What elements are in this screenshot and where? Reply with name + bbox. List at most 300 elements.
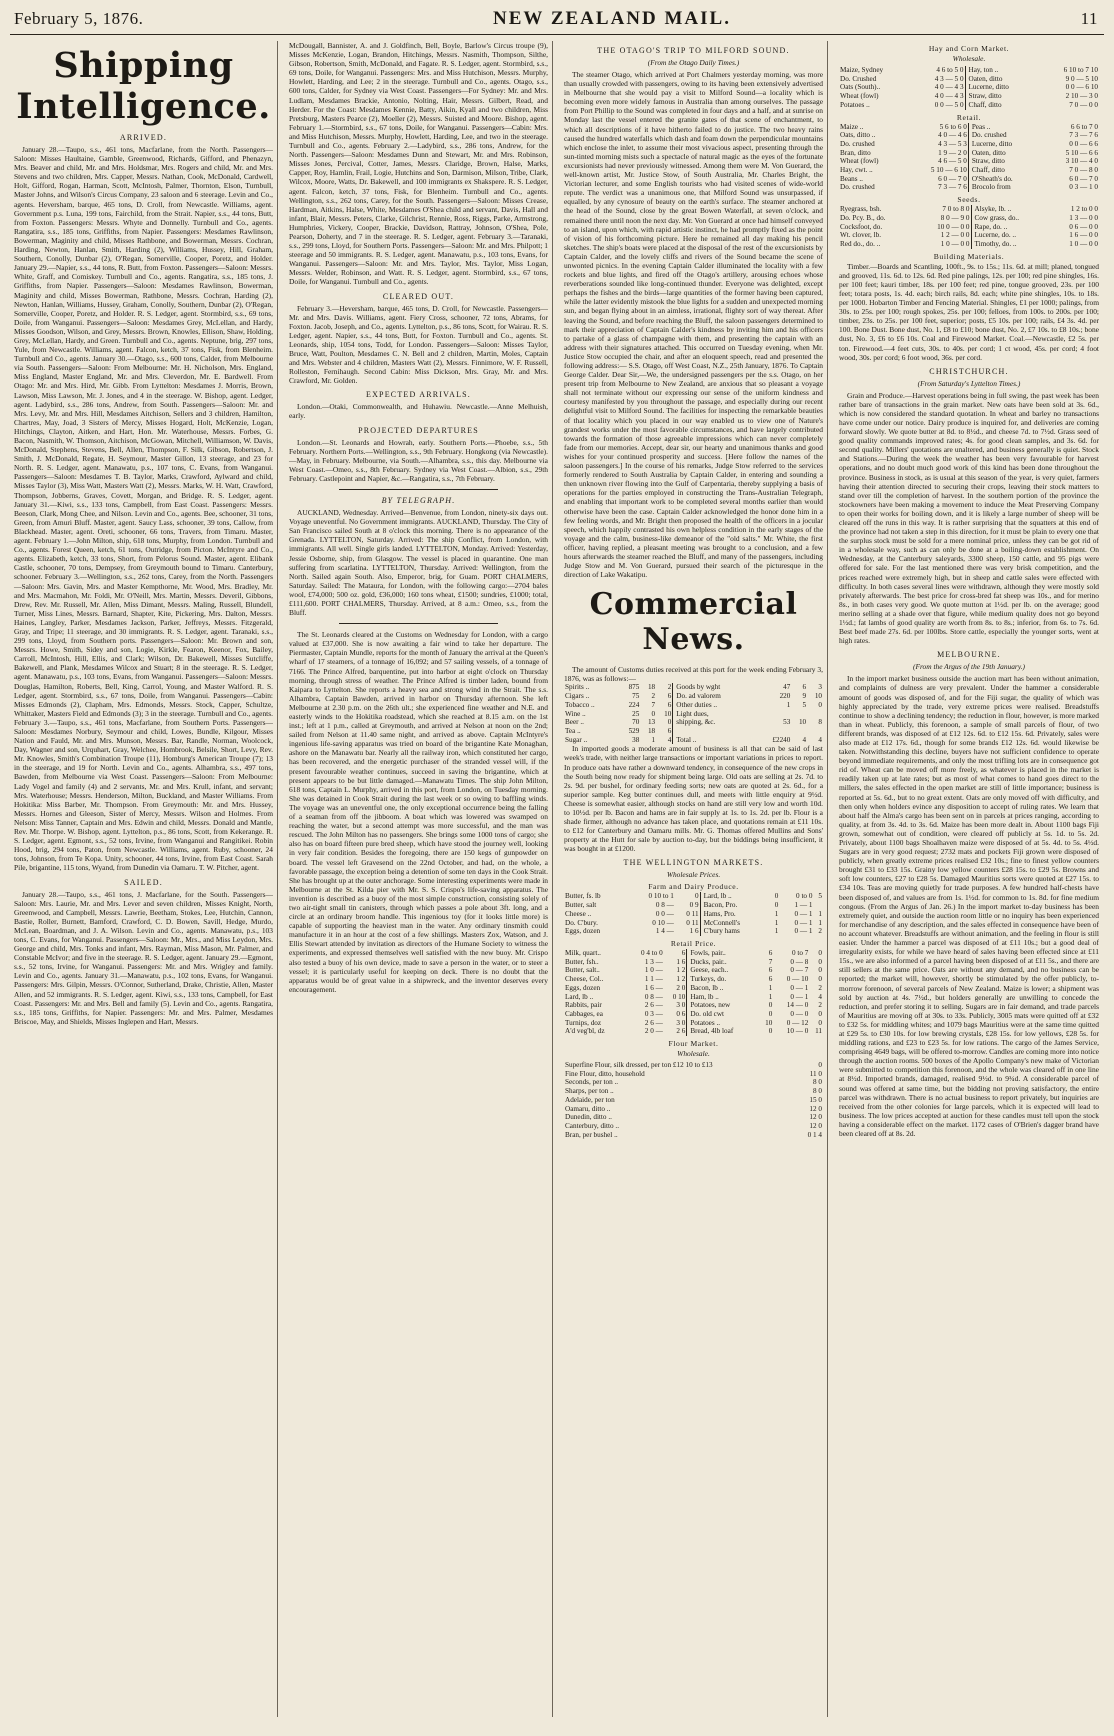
table-cell: 1 0 —: [644, 966, 663, 975]
issue-date: February 5, 1876.: [14, 9, 144, 28]
melbourne-heading: MELBOURNE.: [937, 650, 1001, 660]
table-cell: 4 0 — 4 3: [934, 83, 964, 92]
table-cell: Cigars ..: [565, 692, 590, 701]
hay-retail-label: Retail.: [956, 112, 982, 122]
table-row: [564, 1061, 823, 1070]
shipping-title: Shipping Intelligence.: [16, 45, 271, 127]
table-cell: Light dues,: [673, 710, 757, 719]
christchurch-heading: CHRISTCHURCH.: [929, 366, 1009, 376]
table-cell: 6: [768, 966, 773, 975]
table-cell: 0 — 8: [790, 957, 809, 966]
table-cell: Beans ..: [840, 174, 863, 183]
farm-table: [564, 892, 823, 936]
table-cell: Other duties ..: [673, 701, 757, 710]
table-row: [564, 736, 823, 745]
melbourne-source: (From the Argus of the 19th January.): [912, 662, 1025, 672]
table-cell: Ducks, pair..: [687, 958, 759, 967]
table-row: [564, 949, 823, 958]
table-cell: 0 — 7: [790, 966, 809, 975]
table-cell: 4 6 — 5 0: [938, 157, 967, 166]
table-cell: Total ..: [673, 736, 757, 745]
table-row: [839, 123, 1099, 132]
table-cell: Tobacco ..: [565, 700, 595, 709]
table-row: [564, 919, 823, 928]
table-cell: 0 9: [689, 901, 699, 910]
table-cell: Maize ..: [840, 122, 864, 131]
table-cell: Wt. clover, lb.: [840, 231, 882, 240]
table-row: [839, 175, 1099, 184]
table-cell: 0: [768, 1027, 773, 1036]
table-cell: 2: [818, 1001, 822, 1010]
christchurch-source: (From Saturday's Lyttelton Times.): [917, 378, 1021, 388]
table-cell: Do. C'bury.: [565, 918, 598, 927]
table-row: [564, 1010, 823, 1019]
table-cell: 2 6: [676, 1027, 686, 1036]
table-cell: 0 10: [672, 992, 686, 1001]
table-cell: [807, 727, 823, 736]
table-row: [564, 1096, 823, 1105]
table-cell: 1 6: [676, 957, 686, 966]
flour-heading: Flour Market.: [668, 1039, 719, 1049]
flour-table: [564, 1061, 823, 1139]
table-cell: Straw, ditto: [968, 157, 1042, 166]
table-cell: 12 0: [809, 1113, 822, 1122]
table-cell: 6 0 — 7 0: [1069, 174, 1098, 183]
hay-retail-table: [839, 123, 1099, 193]
table-cell: 1: [774, 909, 779, 918]
table-cell: Oamaru, ditto ..: [565, 1104, 611, 1113]
table-cell: [673, 727, 757, 736]
table-cell: Hay, cwt. ..: [840, 166, 873, 175]
table-cell: Lucerne, do. ..: [971, 231, 1050, 240]
table-cell: Wheat (fowl): [840, 92, 879, 101]
table-cell: Eggs, dozen: [565, 927, 601, 936]
table-cell: Bran, ditto: [840, 148, 871, 157]
table-cell: Eggs, dozen: [565, 983, 601, 992]
table-cell: Turkeys, do.: [687, 975, 759, 984]
table-cell: 7 0 — 8 0: [1069, 166, 1098, 175]
table-cell: Canterbury, ditto ..: [565, 1121, 620, 1130]
table-cell: Butter, salt: [565, 901, 597, 910]
column-3: [560, 41, 828, 1717]
table-cell: Chaff, ditto: [968, 166, 1042, 175]
milford-heading: THE OTAGO'S TRIP TO MILFORD SOUND.: [597, 46, 790, 55]
table-cell: 2: [818, 983, 822, 992]
table-cell: 1: [786, 700, 791, 709]
table-cell: Sharps, per ton ..: [565, 1087, 614, 1096]
table-cell: C'bury hams: [700, 927, 770, 936]
table-cell: Potatoes ..: [687, 1019, 759, 1028]
table-row: [564, 1105, 823, 1114]
sailed-text: January 28.—Taupo, s.s., 461 tons, J. Macfarlane, for the South. Passengers—Saloon: Mrs. Laurie, Mr. and Mrs. Lever and seven children, Misses Knight, North, Greenwood, and Campbell, Messrs. Lawrie, Beetham, Stokes, Lee, Hutchin, Cannon, Bastie, Roller, Burnett, Bamford, Crawford, C. D. Bowen, Savill, Hedge, Murdo, McLean, Boardman, and J. A. Wilson. Levin and Co., agents. Manawatu, p.s., 103 tons, C. Evans, for Wanganui. Passengers—Saloon: Mr., Mrs., and Miss Leydon, Mrs. George and child, Mrs. Tonks and infant, Mrs. Rayman, Miss Mason, Mr. Palmer, and Constable McIvor; and five in the steerage. R. S. Ledger, agent. January 29.—Egmont, s.s., 52 tons, Irvine, for Wanganui. Passengers: Mr. and Mrs. Wrigley and family. Levin and Co., agents. January 31.—Manawatu, p.s., 102 tons, Evans, for Wanganui. Passengers: Mrs. Gilpin, Messrs. O'Connor, Sutherland, Drake, Christie, Allen, Master Allen, and 52 immigrants. R. S. Ledger, agent. Kiwi, s.s., 133 tons, Campbell, for East Coast. Passengers: Mr. and Mrs. Bell and family (5). Levin and Co., agents. Rangatira, s.s., 185 tons, Griffiths, for Napier. Passengers: Mr. and Mrs. Palmer, Mesdames Briscoe, May, and Shields, Misses Inglepen and Hart, Messrs.: [14, 889, 273, 1026]
table-cell: 0: [818, 957, 822, 966]
table-cell: Do. ad valorem: [673, 692, 757, 701]
table-cell: 25: [632, 709, 640, 718]
page-header: [10, 6, 1104, 35]
table-cell: 0 — 0: [790, 1009, 809, 1018]
table-cell: Chaff, ditto: [965, 101, 1039, 110]
table-cell: 0: [818, 1009, 822, 1018]
columns: [10, 41, 1104, 1717]
table-cell: 6: [768, 949, 773, 957]
hay-heading: Hay and Corn Market.: [928, 44, 1010, 53]
table-cell: Maize, Sydney: [840, 66, 884, 74]
table-row: [564, 1113, 823, 1122]
table-cell: Lucerne, ditto: [968, 140, 1042, 149]
seeds-label: Seeds.: [957, 195, 981, 205]
table-row: [839, 223, 1099, 232]
table-cell: 15 0: [809, 1095, 822, 1104]
table-cell: Fowls, pair..: [687, 949, 759, 958]
table-cell: Straw, ditto: [965, 92, 1039, 101]
table-cell: 4 3 — 5 3: [938, 139, 967, 148]
table-cell: 14 — 0: [786, 1001, 809, 1010]
table-cell: 4 6 to 5 0: [936, 66, 964, 74]
table-cell: 3 10 — 4 0: [1065, 157, 1098, 166]
table-cell: 4 0 — 4 3: [934, 92, 964, 101]
table-cell: Do. Crushed: [840, 74, 877, 83]
table-cell: 12 0: [809, 1104, 822, 1113]
table-cell: Do. Pcy. B., do.: [840, 213, 886, 222]
table-cell: O'Sheath's do.: [968, 175, 1042, 184]
table-cell: 0 — 1: [790, 983, 809, 992]
building-text: Timber.—Boards and Scantling, 100ft., 9s. to 15s.; 11s. 6d. at mill; planed, tongued and grooved, 11s. 6d. to 12s. 6d. Red pine palings, 12s. per 100; red pine shingles, 16s. per 100 feet; kauri timber, 18s. per 100 feet; red pine, tongue grooved, 23s. per 100 feet; totara posts, 1s. 4d. each; birch rails, 8d. each; white pine shingles, 10s. to 18s. per 1000. Hobarton Timber and Fencing Material. Shingles, £1 per 1000; palings, from 30s. to 25s. per 100; rough spokes, 25s. per 100; felloes, from 100s. to 200s. per 100; timber, 23s. to 25s. per 100 feet, superior; posts, £5 10s. per 100; rails, £4 3s. 4d. per 100. Bone Dust. Bone dust, No. 1, £8 to £10; bone dust, No. 2, £7 10s. to £8 10s.; bone dust, No. 3, £6 to £6 10s. Coal and Firewood Market. Coal.—Newcastle, £2 5s. per ton. Firewood.—4 feet cuts, 30s. to 40s. per cord; 1 ct wood, 45s. per cord; 4 foot wood, 30s. per cord; 6 foot wood, 36s. per cord.: [839, 261, 1099, 362]
masthead: NEW ZEALAND MAIL.: [493, 8, 731, 29]
table-cell: 0 — 1: [794, 909, 813, 918]
table-cell: 1: [774, 927, 779, 936]
table-row: [839, 101, 1099, 110]
telegraph-heading: BY TELEGRAPH.: [381, 496, 456, 506]
cleared-text: February 3.—Heversham, barque, 465 tons, D. Croll, for Newcastle. Passengers—Mr. and Mrs. Davis. Williams, agent. Fiery Cross, schooner, 72 tons, Abrams, for Foxton. Jacob, Joseph, and Co., agents. Lyttelton, p.s., 86 tons, Scott, for Wairau. R. S. Ledger, agent. Napier, s.s., 44 tons, Butt, for Foxton. Turnbull and Co., agents. St. Leonards, ship, 1054 tons, Todd, for London. Passengers—Saloon: Misses Taylor, Bruce, Watt, Poulton, Mesdames C. N. Bell and 2 children, Martin, Moles, Captain and Mrs. Webster and 4 children, Masters Watt (2), Messrs. Finnimore, W. F. Russell, Rolleston, Fernihaugh. Second Cabin: Miss Dickson, Mrs. Gray, Mr. and Mrs. Crawford, Mr. Golden.: [289, 303, 548, 386]
table-row: [839, 140, 1099, 149]
table-cell: 8: [818, 718, 822, 727]
table-row: [564, 993, 823, 1002]
table-cell: 2 0 —: [644, 1027, 663, 1036]
table-cell: Do. crushed: [840, 139, 875, 148]
customs-table: [564, 683, 823, 744]
table-cell: 0 — 10: [786, 975, 809, 984]
page-number: 11: [1080, 9, 1098, 28]
table-cell: Potatoes, new: [687, 1001, 759, 1010]
table-cell: 0: [818, 700, 822, 709]
table-cell: A'd veg'bl, dz: [565, 1027, 605, 1036]
table-cell: 0 3 — 1 0: [1069, 183, 1098, 192]
table-cell: Bran, per bushel ..: [565, 1130, 618, 1139]
table-cell: Cocksfoot, do.: [840, 222, 883, 231]
table-cell: 1 2: [676, 966, 686, 975]
wellington-heading: THE WELLINGTON MARKETS.: [623, 858, 764, 868]
table-cell: 1 0 — 0 0: [1069, 239, 1098, 248]
projected-heading: PROJECTED DEPARTURES: [358, 425, 479, 435]
table-row: [564, 910, 823, 919]
table-cell: 0: [694, 892, 699, 901]
table-cell: 4 3 — 5 0: [934, 74, 964, 83]
table-row: [564, 958, 823, 967]
table-cell: 7 3 — 7 6: [938, 183, 967, 192]
table-cell: Do. crushed: [840, 183, 875, 192]
table-cell: 3: [818, 683, 822, 692]
table-cell: 47: [783, 683, 791, 692]
table-cell: 2: [651, 692, 656, 701]
table-cell: 6: [667, 692, 672, 701]
table-cell: £2240: [772, 735, 791, 744]
table-cell: Timothy, do. ..: [971, 240, 1050, 249]
table-cell: Hay, ton ..: [965, 66, 1039, 75]
table-cell: 0 3 —: [644, 1009, 663, 1018]
table-row: [839, 183, 1099, 192]
table-cell: 4: [667, 735, 672, 744]
table-cell: Cheese ..: [565, 909, 592, 918]
table-row: [564, 710, 823, 719]
column-4: [835, 41, 1103, 1717]
table-row: [564, 892, 823, 901]
hay-table: [839, 66, 1099, 110]
table-cell: 10 0 — 0 0: [937, 222, 970, 231]
table-cell: Alsyke, lb. ..: [971, 205, 1050, 214]
table-cell: 1 6 —: [644, 983, 663, 992]
table-cell: Butter, salt..: [565, 966, 600, 975]
table-cell: 1 2: [676, 975, 686, 984]
table-cell: 0 1 4: [807, 1130, 822, 1139]
table-cell: 3 0: [676, 1001, 686, 1010]
table-cell: 4: [802, 735, 807, 744]
table-cell: 0: [818, 1061, 822, 1070]
table-cell: 70: [632, 718, 640, 727]
seeds-table: [839, 205, 1099, 249]
table-cell: McConnell's: [700, 919, 770, 928]
table-cell: Beer ..: [565, 718, 584, 727]
table-cell: Oaten, ditto: [965, 75, 1039, 84]
table-row: [839, 214, 1099, 223]
table-cell: 0: [774, 901, 779, 910]
table-cell: Lard, lb ..: [565, 992, 594, 1001]
table-cell: Superfine Flour, silk dressed, per ton £12 10 to £13: [565, 1061, 713, 1070]
table-cell: 1 3 —: [644, 957, 663, 966]
table-cell: 1: [774, 918, 779, 927]
table-cell: 1 6 — 0 0: [1069, 231, 1098, 240]
table-cell: 7 0 — 0 0: [1069, 100, 1098, 109]
table-row: [564, 683, 823, 692]
column-1: [10, 41, 278, 1717]
table-row: [564, 927, 823, 936]
table-cell: 0 8 —: [644, 992, 663, 1001]
table-cell: 75: [632, 692, 640, 701]
table-cell: Rabbits, pair: [565, 1001, 602, 1010]
wellington-sub: Wholesale Prices.: [666, 870, 721, 880]
flour-sub: Wholesale.: [677, 1049, 710, 1059]
table-row: [564, 1087, 823, 1096]
table-row: [839, 92, 1099, 101]
table-cell: Bacon, Pro.: [700, 901, 770, 910]
table-cell: [757, 727, 791, 736]
table-cell: 7 0 to 8 0: [942, 205, 970, 214]
table-cell: 10: [765, 1018, 773, 1027]
table-cell: 0: [818, 1018, 822, 1027]
table-cell: 12 0: [809, 1121, 822, 1130]
table-cell: 1 2 to 0 0: [1070, 205, 1098, 214]
melbourne-text: In the import market business outside the auction mart has been without animation, and complaints of dulness are very prevalent. Under the hammer a considerable amount of goods was disposed of, and for the Fiji sugar, the quality of which was highly appreciated by the trade, very extreme prices were realised. Breadstuffs continue to show a declining tendency; the reduction in flour, however, is more marked than in wheat. Publicly, this forenoon, a sample of small parcels of flour, of two different brands, was disposed of at £12 12s. 6d. to £12 15s. 6d. Privately, sales were also made at £12 17s. 6d., though for some brands £12 12s. 6d. would likewise be taken. Notwithstanding this decline, buyers have not sufficient confidence to operate beyond immediate requirements, and only the most trifling lots are in consequence got rid of. Wheat can be moved off more freely, as whatever is placed in the market is readily taken up at late rates; but as most of what comes to hand goes direct to the millers, the sales effected in the open market are still of little importance; business is reported at 5s. 6d., but to no great extent. Oats are only moved off with difficulty, and then only when holders evince any disposition to accept of ruling rates. We learn that about half the Alma's cargo has been sent on in parcels at prices ranging, according to quality, at from 3s. 4d. to 3s. 6d. Maize has been more dealt in. About 1100 bags Fiji grown, somewhat out of condition, were cleared off publicly at 5s. 1d. to 5s. 2d. Privately, about 1100 bags Shoalhaven maize were disposed of at 5s. 4d. to 5s. 4½d. Sugars are in very good request; 2732 mats and pockets Fiji grown were disposed of publicly, when greatly extreme prices realised £32 10s.; fine to finest yellow counters brought £31 to £33 15s. Grainy low yellow counters £28 15s. to £29 5s. Browns and soft low counters, £27 to £28 5s. Damaged Mauritius sorts were quoted at £27 15s. to £34 10s. Teas are moving quietly for trade purposes. A few hundred half-chests have been disposed of, and values are from 1s. 1½d. for common to 1s. 8d. for fine medium congous. (From the Argus of Jan. 26.) In the import market to-day business has been extremely quiet, and outside the auction room little or no inquiry has been experienced for merchandise of any description, and the sales effected in consequence have been of no account whatever. Breadstuffs are without animation, and the feeling in flour is still easier. Under the hammer a parcel was disposed of at £11 10s.; but a good deal of irregularity exists, for while we have heard of sales having been effected since at £11 15s., we are also informed of a parcel having been disposed of at £11 5s., and there are still sellers at the same price. Oats are without any demand, and no business can be reported; the market will, however, shortly be stimulated by the offer publicly, to-morrow forenoon, of several parcels of New Zealand. Maize is lower; a shipment was sold by auction at 4s. 7½d., but holders generally are unwilling to concede the reduction, and prefer storing it to selling. Sugars are in fair demand, and trade parcels of Mauritius are moving off at 30s. to 33s. Publicly, 3005 mats were quitted off at £32 to £32 5s. for middling whites; and 1079 bags Mauritius were at the same time quitted at £29 5s. to £30 10s. for low brewing crystals, £28 15s. for low yellows, £28 5s. for middling rations, and £23 to £23 5s. for low rations. The cargo of the James Service, comprising 4649 bags, will be offered to-morrow. Candles are coming more into notice through the auction rooms. 500 boxes of the Apollo Company's new make of Victorian were submitted to competition this forenoon, and the whole was cleared off in one line at 8½d. Imported brands, damaged, realised 9½d. to 9¾d. A considerable parcel of sound was offered at same time, but the bidding not proving satisfactory, the entire parcel was withdrawn. There is no actual business to report privately, but inquiries are received from the other colonies for large parcels, which it is expected will lead to business. The low prices accepted at auction for these candles must tell upon the stock having a considerable effect on the market. 1172 cases of O'Brien's dagger brand have been cleared off at 8s. 2d.: [839, 674, 1099, 1138]
table-cell: Goods by wght: [673, 683, 757, 692]
table-cell: 6 0 — 7 0: [938, 174, 967, 183]
table-cell: Wine ..: [565, 709, 586, 718]
table-cell: 7: [651, 700, 656, 709]
table-row: [564, 1001, 823, 1010]
table-cell: Milk, quart..: [565, 949, 601, 957]
table-cell: 1: [768, 992, 773, 1001]
table-cell: 4: [818, 735, 822, 744]
arrived-text: January 28.—Taupo, s.s., 461 tons, Macfarlane, from the North. Passengers—Saloon: Misses Haultaine, Gamble, Greenwood, Richards, Gifford, and Phenazyn, Mrs. Beaver and child, Mr. and Mrs. Holdsmar, Mrs. Rogers and child, Mr. and Mrs. Stevens and two children, Mrs. Capper, Messrs. Nathan, Cook, McDonald, Cardwell, Holt, Gifford, Rogan, Harman, Scott, McIntosh, Palmer, Thornton, Elson, Turnbull, Master Johns, and Wilson's Circus Company, 23 saloon and 6 steerage. Levin and Co., agents. Heversham, barque, 465 tons, D. Croll, from Newcastle. Williams, agent. Government p.s. Luna, 199 tons, Fairchild, from the Strait. Napier, s.s., 44 tons, Butt, from Foxton. Passengers: Messrs. Whyte and Donnelly. Turnbull and Co., agents. Rangatira, s.s., 185 tons, Griffiths, from Napier. Passengers: Mesdames Rawlinson, Bowerman, Maginity and child, Misses Rathbone, and Bowerman, Messrs. Cochran, Harding, Newton, Hanlan, Smith, Harding (2), Williams, Hussey, Hill, Graham, Southern, Conolly, Dunbar (2), O'Regan, Somerville, Cooper, Poretz, and Holder. January 29.—Napier, s.s., 44 tons, R. Butt, from Foxton. Passengers—Saloon: Messrs. White, Graff, and Comiskey. Turnbull and Co., agents. Rangatira, s.s., 185 tons, J. Griffiths, from Napier. Passengers—Saloon: Mesdames Rawlinson, Bowerman, Maginity and child, Misses Bowerman, Rathbone, Messrs. Cochran, Harding (2), Newton, Hanlan, Williams, Hussey, Graham, Conolly, Southern, Dunbar (2), O'Regan, Somerville, Cooper, Poretz, and Holder. R. S. Ledger, agent. Stormbird, s.s., 69 tons, Doile, from Wanganui. Passengers—Saloon: Mesdames Grey, McLellan, and Hardy, Misses Goodson, Wilson, and Grey, Messrs. Brown, Knowles, Ellison, Shaw, Holding, Grey, McLellan, Hardy, and Green. Turnbull and Co., agents. Neptune, brig, 297 tons, Yule, from Newcastle. Williams, agent. Falcon, ketch, 37 tons, Fisk, from Blenheim. Turnbull and Co., agents. January 30.—Otago, s.s., 600 tons, Calder, from Melbourne via South. Passengers—Saloon: From Melbourne: Mr. H. Nicholson, Mrs. England, Miss England, Master England, Mr. and Mrs. Cleverdon, Mr. E. Bardwell. From Otago: Mr. and Mrs. Hird, Mr. Gibb. From Lyttelton: Mesdames J. Morris, Brown, Lawson, Miss Lawson, Mr. J. Jones, and 4 in the steerage. W. Bishop, agent. Ledger, agent. Ladybird, s.s., 286 tons, Andrew, from South. Passengers—Saloon: Mr. and Mrs. Levy, Mr. and Mrs. Hill, Mesdames Aitchison, Sellers and 3 children, Hamilton, Chartres, May, Joad, 3 Sisters of Mercy, Misses Hogard, Holt, McKenzie, Logan, Hitchings, Clayton, Aitken, and Hart, Hon. Mr. Waterhouse, Messrs. Forbes, G. Bacon, Nasmith, W. Thomson, Aitchison, McGowan, Mitchell, Williamson, W. Davis, McDonald, Stephens, Stevens, Bell, Allen, Thompson, F. Silk, Gibson, Robertson, J. Smith, J. McDonald, Regate, H. Seymour, Master Gillon, 13 steerage, and 23 for North. R. S. Ledger, agent. Manawatu, p.s., 107 tons, C. Evans, from Wanganui. Passengers—Saloon: Mesdames T. B. Taylor, Marks, Crawford, Aylward and child, Misses Taylor (3), Miss Watt, Masters Watt (2), Messrs. Marks, W. H. Watt, Crawford, Thompson, Jobberns, Graves, Covett, Morgan, and Bridge. R. S. Ledger, agent. January 31.—Kiwi, s.s., 133 tons, Campbell, from East Coast. Passengers: Messrs. Beeson, Clark, Mong Chee, and Nilson. Levin and Co., agents. Bee, schooner, 31 tons, Green, from Amuri Bluff. Master, agent. Saucy Lass, schooner, 39 tons, Callow, from Blackhead. Master, agent. Oreti, schooner, 66 tons, Travers, from Timaru. Master, agent. February 1.—John Milton, ship, 618 tons, Murphy, from London. Turnbull and Co., agents. Forest Queen, ketch, 61 tons, Outridge, from Picton. McIntyre and Co., agents. Elizabeth, ketch, 33 tons, Short, from Pelorus Sound. Master, agent. Elibank Castle, schooner, 70 tons, Dempsey, from Greymouth bound to Timaru. Canterbury, schooner. February 3.—Wellington, s.s., 262 tons, Carey, from the North. Passengers—Saloon: Mrs. Gavin, Mrs. and Master Kempthorne, Mr. Wood, Mrs. Bradley, Mr. and Mrs. Macmahon, Mr. Foldi, Mr. O'Neill, Mrs. Martin, Messrs. Deveril, Gibbons, Drew, Rev. Mr. Russell, Mr. Allen, Miss Dimant, Messrs. Maling, Russell, Blundell, Turner, Miss Lines, Messrs. Barnard, Shapter, Kite, Pickering, Mrs. Dalton, Messrs. Haines, Langley, Parker, Mesdames Jackson, Parker, Jeffreys, Messrs. Fitzgerald, Gray, and Tripe; 11 steerage, and 30 immigrants. R. S. Ledger, agent. Taranaki, s.s., 299 tons, Lloyd, from Southern ports. Passengers—Saloon: Mr. Brown and son, Messrs. Howe, Smith, Sidey and son, Logie, Kirkle, Fearon, Keenor, Fox, Bailey, Carroll, McIntosh, Hill, Ellis, and Clark; Wilson, Dr. Bakewell, Misses Sutcliffe, Bakewell, and Plank, Mesdames Wilcox and Stuart; 8 in the steerage. R. S. Ledger, agent. Manawatu, p.s., 103 tons, Evans, from Wanganui. Passengers—Saloon: Messrs. Douglas, Hamilton, Roberts, Bell, King, Carrol, Young, and Master Walford. R. S. Ledger, agent. Stormbird, s.s., 67 tons, Doile, from Wanganui. Passengers—Cabin: Misses Edmonds (2), Clapham, Mrs. Edmonds, Messrs. Stock, Capper, Schultze, Whittaker, Masters Field and Edmonds (3); 3 in the steerage. Turnbull and Co., agents. February 3.—Taupo, s.s., 461 tons, Macfarlane, from Southern Ports. Passengers—Saloon: Mesdames Norbury, Seymour and child, Lowes, Bundle, Kilgour, Misses Nation and Fauld, Mr. and Mrs. Munson, Messrs. Bar, Randle, Norman, Woolcock, Day, Wagner and son, Urquhart, Gray, Welchee, Hombrook, Belsile, Short, Levy, Rev. Mr. Knowles, Smith's Combination Troupe (11), Homburg's American Troupe (7); 13 in the steerage, and 19 for North. Levin and Co., agents. Alhambra, s.s., 497 tons, Bawden, from Melbourne via West Coast. Passengers—Saloon: From Melbourne: Lady Vogel and family (4) and 2 servants, Mr. and Mrs. Krull, infant, and servant; Mrs. Waterhouse; Messrs. Henderson, Milton, Buckland, and Master Williams. From Hokitika: Miss Barber, Mr. Thompson. From Greymouth: Mr. and Mrs. Hussey, Messrs. Hornes and Gleeson, Sister of Mercy, Messrs. Wilson and Holmes. From Nelson: Miss Tanner, Captain and Mrs. Edwin and child, Messrs. Donald and Mantle, Rev. Mr. Thorpe. W. Bishop, agent. Lyttelton, p.s., 86 tons, Scott, from Kekerange. R. S. Ledger, agent. Egmont, s.s., 52 tons, Irvine, from Wanganui and Rangitikei. Robin Hood, brig, 294 tons, Paton, from Newcastle. Williams, agent. Ruby, schooner, 24 tons, Johnson, from Te Kopa. Unity, schooner, 44 tons, Irvine, from East Coast. Sarah Pile, brigantine, 115 tons, Wyand, from Dunedin via Oamaru. T. W. Pitcher, agent.: [14, 145, 273, 873]
table-cell: 2: [667, 683, 672, 692]
table-row: [564, 701, 823, 710]
table-row: [839, 157, 1099, 166]
table-cell: Oaten, ditto: [968, 149, 1042, 158]
table-cell: 0 to 7: [791, 949, 809, 957]
table-cell: 4: [818, 992, 822, 1001]
shipping-news-text: The St. Leonards cleared at the Customs on Wednesday for London, with a cargo valued at £37,000. She is now awaiting a fair wind to take her departure. The Piermaster, Captain Mundle, reports for the month of January the arrival at the Queen's wharf of 17 steamers, of a tonnage of 16,092; and 57 sailing vessels, of a tonnage of 7166. The Prince Alfred, barquentine, put into harbor at eight o'clock on Thursday morning, through stress of weather. The Prince Alfred is timber laden, bound from Kaipara to Lyttelton. She reports a heavy sea and strong wind in the Strait. The s.s. Alhambra, Captain Bawden, arrived in harbor on Thursday afternoon. She left Melbourne at 2.30 p.m. on the 26th ult.; she experienced fine weather and N.E. and easterly winds to the Hokitika roadstead, which she reached at 8.15 a.m. on the 1st inst.; left at 1 p.m., called at Greymouth, and arrived at Nelson at noon on the 2nd; sailed from Nelson at 11.40 same night, and arrived as above. Captain McIntyre's ingenious life-saving apparatus was tried on board of the brigantine Kate Monaghan, ashore on the Manawatu bar. Nearly all the railway iron, which constituted her cargo, has been recovered, and the energetic purchaser of the stranded vessel will, if the present favourable weather continues, succeed in saving the brigantine, which at present appears to be but little damaged.—Manawatu Times. The ship John Milton, 618 tons, Captain L. Murphy, arrived in this port, from London, on Tuesday morning. She was detained in Cook Strait during the last week or so owing to baffling winds. The voyage was an uneventful one, the only exceptional occurrence being the falling of a seaman from off the jibboom. A boat which was lowered was swamped on reaching the water, but a second attempt was more successful, and the man was rescued. The John Milton has no passengers. She brings some 1000 tons of cargo; she also has on board fifteen pure bred sheep, which have stood the journey well, looking in very fair condition. Besides the foregoing, there are 150 kegs of gunpowder on board. The vessel left Gravesend on the 22nd October, and had, on the whole, a favorable passage, the exception being a detention of some ten days in the Cook Strait. She has brought up at the outer anchorage. Some interesting experiments were made in Melbourne at the St. Kilda pier with Mr. S. S. Crispo's life-saving apparatus. The invention is described as a buoy of the most simple construction, consisting solely of two air-tight small tin canisters, through which passes a pole about 3ft. long, and a circle at an ordinary broom handle. This ingenious toy (for it looks little more) is capable of supporting the heaviest man in the water. Any ordinary tinsmith could manufacture it in an hour at the cost of a few shillings. Masters Zox, Watson, and J. Ellis Stewart attended by invitation as directors of the Humane Society to witness the experiments, and expressed themselves well satisfied with the new buoy. Mr. Crispo also tested a buoy of his own device, made to save a person in the water, or to steer a vessel; it is particularly useful for keeping on deck. There is no doubt that the apparatus would be of great value in a shipwreck, and the inventor deserves every encouragement.: [289, 630, 549, 994]
table-cell: 6 10 to 7 10: [1063, 66, 1098, 74]
table-cell: 6 6 to 7 0: [1070, 122, 1098, 131]
table-cell: 0: [774, 892, 779, 901]
table-cell: [807, 710, 823, 719]
table-cell: Brocolo from: [968, 183, 1042, 192]
table-cell: Adelaide, per ton: [565, 1095, 615, 1104]
retail-heading: Retail Price.: [670, 939, 717, 948]
table-cell: Wheat (fowl): [840, 157, 879, 166]
table-cell: 4 0 — 4 6: [938, 131, 967, 140]
table-cell: 1 2 — 0 0: [940, 231, 970, 240]
milford-text: The steamer Otago, which arrived at Port Chalmers yesterday morning, was more than usually crowded with passengers, owing to its having been extensively advertised in Melbourne that she would pay a visit to Milford Sound—a locality which is becoming even more widely famous in Australia than among ourselves. The passage from Port Phillip to the Sound was completed in four days and a half, and at sunrise on Monday last the vessel entered the granite gates of that scene of enchantment, to which all descriptions of it have hitherto failed to do justice. The two heavy rains caused the hundred waterfalls which dash and foam down the perpendicular mountains which enclose the inlet, to assume their most vivacious aspect, presenting through the sun-tinted morning mists such a spectacle of natural magic as the eyes of the fortunate excursionists had never previously witnessed. Among them were M. Von Guerard, the well-known artist, Mr. Justice Stow, of South Australia, Mr. Charles Bright, the Victorian lecturer, and some English tourists who had visited scenes of wide-world repute. The verdict was a unanimous one, that Milford Sound was unsurpassed, if equalled, by any cynosure of beauty on the earth's surface. The steamer anchored at the head of the Sound, close by the great Bowen Waterfall, at seven o'clock, and remained there until noon the next day. Mr. Von Guerard at once had himself conveyed to an island, upon which, with rapid artistic instinct, he had promptly fixed as the point of vision of his forthcoming picture. Here he remained all day making his pencil sketches. The ship's boats were placed at the disposal of the rest of the excursionists by Captain Calder, and the lovely cliffs and rivers of the Sound became the scene of unwonted picnics. In the evening Captain Calder illuminated the locality with a few rockets and blue lights, and fired off the Otago's artillery, arousing echoes whose reverberations sounded like long-continued thunder. Everyone was delighted, except perhaps the fishes and the birds—large quantities of the former having been captured, while the latter evidently mistook the blue lights for a sudden and unexpected morning sun, and began flying about in an aimless, irrational, flighty sort of way thereat. After leaving the Sound, and before reaching the Bluff, the saloon passengers determined to mark their appreciation of Captain Calder's kindness by inviting him and his officers to partake of a glass of champagne with them, and presenting the captain with an address with their signatures attached. This occurred on Tuesday evening, when Mr. Justice Stow occupied the chair, and after an eloquent speech, read and presented the following address:— S.S. Otago, off West Coast, N.Z., 25th January, 1876. To Captain George Calder. Dear Sir,—We, the undersigned passengers per the s.s. Otago, on her present trip from Melbourne to New Zealand, are anxious that so pleasant a voyage shall not terminate without our expressing our sense of the uniform kindness and courtesy manifested by you throughout the passage, and especially during our recent delightful visit to Milford Sound. The facilities for inspecting the remarkable beauties of that locality which you placed in our way enabled us to view one of Nature's grandest works under the most favorable circumstances, and have largely contributed towards the formation of those agreeable impressions which can never completely fade from our memories. Accept, dear sir, our hearty and unanimous thanks and good wishes for your continued prosperity and success. [Here follow the names of the saloon passengers.] In the course of his remarks, Judge Stow referred to the services formerly rendered to South Australia by Captain Calder, in entering and sounding a then unknown river flowing into the Gulf of Carpentaria, thereby supplying a basis of operations for the parties employed in constructing the Trans-Australian Telegraph, and enabling that important work to be completed several months earlier than would otherwise have been the case. Captain Calder acknowledged the honor done him in a few feeling words, and Mr. Bright then proposed the health of the officers in a jocular speech, which happily contrasted his own helpless condition in the early stages of the voyage and the calm, business-like demeanor of the "old salts." Mr. White, the first officer, having replied, a pleasant meeting was brought to a conclusion, and a few hours afterwards the steamer reached the Bluff, and many of the passengers, including Judge Stow and M. Von Guerard, pursued their search of the picturesque in the direction of Lake Wakatipu.: [564, 70, 823, 580]
table-cell: 2 0: [676, 983, 686, 992]
table-cell: 224: [628, 700, 640, 709]
table-cell: 0 10 —: [652, 918, 674, 927]
milford-source: (From the Otago Daily Times.): [647, 58, 740, 67]
table-cell: 38: [632, 735, 640, 744]
table-cell: 1 0 — 0 0: [940, 239, 970, 248]
building-label: Building Materials.: [933, 251, 1005, 261]
newspaper-page: [10, 6, 1104, 1718]
table-cell: Cheese, Col..: [565, 975, 604, 984]
table-cell: Red do., do. ..: [840, 239, 881, 248]
table-row: [564, 901, 823, 910]
table-row: [564, 718, 823, 727]
table-cell: 7: [768, 957, 773, 966]
table-row: [839, 166, 1099, 175]
table-cell: 6: [681, 949, 686, 957]
table-cell: Butter, fsh..: [565, 957, 599, 966]
table-cell: 10: [664, 709, 672, 718]
table-cell: 1 6: [689, 927, 699, 936]
table-cell: Bacon, lb ..: [687, 984, 759, 993]
expected-heading: EXPECTED ARRIVALS.: [365, 390, 472, 400]
table-cell: 1: [818, 918, 822, 927]
table-cell: Butter, fs. lb: [565, 892, 601, 901]
table-cell: 0 11: [686, 918, 699, 927]
table-cell: Ham, lb ..: [687, 993, 759, 1002]
table-cell: 18: [647, 726, 656, 735]
table-cell: [791, 710, 807, 719]
table-cell: 0: [818, 966, 822, 975]
table-cell: Ryegrass, bsh.: [840, 205, 882, 214]
table-cell: 6: [802, 683, 807, 692]
table-row: [564, 966, 823, 975]
table-cell: 0 0 — 6 6: [1069, 139, 1098, 148]
table-cell: Cabbages, ea: [565, 1009, 603, 1018]
table-cell: Spirits ..: [565, 683, 590, 692]
table-cell: 9: [802, 692, 807, 701]
table-cell: 0: [768, 1001, 773, 1010]
table-cell: 0 — 1: [794, 927, 813, 936]
sailed-continued-text: McDougall, Bannister, A. and J. Goldfinch, Bell, Boyle, Barlow's Circus troupe (9), Misses McKenzie, Logan, Brandon, Hitchings, Messrs. Nasmith, Thompson, Silthe, Gibson, Robertson, Smith, McDonald, and Fagate. R. S. Ledger, agent. Stormbird, s.s., 69 tons, Doile, for Wanganui. Passengers: Mrs. and Miss Hutchison, Messrs. Murphy, Howlett, Harding, and Lee; 2 in the steerage. Turnbull and Co., agents. Otago, s.s., 600 tons, Calder, for Sydney via West Coast. Passengers—For Sydney: Mr. and Mrs. Ludlam, Mesdames Brackie, Antonio, Nolting, Hair, Messrs. Gilbert, Read, and Herder. For the Coast: Mesdames Kennie, Batty, Aikin, Kyall and two children, Miss Pretsburg, Masters Pearce (2), Moeller (2), Messrs. Suisted and Moore. Bishop, agent. February 1.—Stormbird, s.s., 67 tons, Doile, for Wanganui. Passengers—Cabin: Mrs. and Miss Hutchison, Messrs. Murphy, Howlett, Harding, Lee, and two in the steerage. Turnbull and Co., agents. February 2.—Ladybird, s.s., 286 tons, Andrew, for the North. Passengers—Saloon: Mesdames Dunn and Stewart, Mr. and Mrs. Robinson, Misses Jones, Percival, Cotter, James, Messrs. Claridge, Brown, Halse, Marks, Capper, Roy, Hamlin, Frail, Logie, Hutchins and Son, Darmison, Milson, Tribe, Clark, Wilcox, Moore, Watts, Dr. Bakewell, and 100 immigrants ex Shakspere. R. S. Ledger, agent. Falcon, ketch, 37 tons, Fisk, for Blenheim. Turnbull and Co., agents. Wellington, s.s., 262 tons, Carey, for the South. Passengers—Saloon: Misses Crease, Hardman, Aitkins, Halse, White, Mesdames O'Shea child and servant, Davis, Hall and infant, Blair, Messrs. Peters, Clarke, Gilchrist, Rennie, Ross, Riggs, Parke, Armstrong, Humphries, Vickery, Cooper, Brackie, Davidson, Rattray, Johnson, O'Shea, Pole, Pearson, Doherty, and 7 in the steerage. R. S. Ledger, agent. February 3.—Taranaki, s.s., 299 tons, Lloyd, for Southern Ports. Passengers—Saloon: Mr. and Mrs. Philpott; 1 steerage and 50 immigrants. R. S. Ledger, agent. Manawatu, p.s., 103 tons, Evans, for Wanganui. Passengers—Saloon: Mr. and Mrs. Taylor, Mrs. Taylor, Miss Logan, Messrs. Welder, Robinson, and Watt. R. S. Ledger, agent. Stormbird, s.s., 67 tons, Doile, for Wanganui. Turnbull and Co., agents.: [289, 41, 548, 287]
table-cell: 3 0: [676, 1018, 686, 1027]
table-cell: shipping, &c.: [673, 718, 757, 727]
table-cell: 1 3 — 0 0: [1069, 213, 1098, 222]
table-cell: 0: [818, 949, 822, 957]
table-cell: 0: [651, 709, 656, 718]
table-cell: 0: [768, 1009, 773, 1018]
table-row: [839, 66, 1099, 75]
table-cell: 0: [818, 975, 822, 984]
table-cell: 5 6 to 6 0: [939, 122, 967, 131]
table-cell: 0 to 0: [796, 892, 813, 901]
divider: [339, 623, 498, 624]
cleared-heading: CLEARED OUT.: [382, 291, 455, 301]
table-cell: 1 9 — 2 0: [938, 148, 967, 157]
table-cell: Hams, Pro.: [700, 910, 770, 919]
table-cell: Fine Flour, ditto, household: [565, 1069, 645, 1078]
table-cell: 8 0 — 9 0: [940, 213, 970, 222]
table-cell: [757, 710, 791, 719]
table-cell: 0 6: [676, 1009, 686, 1018]
table-row: [839, 205, 1099, 214]
table-row: [564, 984, 823, 993]
table-row: [564, 1027, 823, 1036]
table-cell: 8 0: [813, 1078, 822, 1087]
table-cell: [791, 727, 807, 736]
table-cell: Oats (South)..: [840, 83, 881, 92]
table-cell: Potatoes ..: [840, 100, 870, 109]
table-cell: 13: [647, 718, 656, 727]
table-cell: Cow grass, do..: [971, 214, 1050, 223]
table-row: [564, 1070, 823, 1079]
hay-sub: Wholesale.: [952, 54, 986, 63]
table-cell: 6: [768, 975, 773, 984]
table-cell: 5 10 — 6 10: [930, 166, 967, 175]
table-cell: 0 4 to 0: [641, 949, 663, 957]
customs-text: The amount of Customs duties received at this port for the week ending February 3, 1876, was as follows:—: [564, 665, 823, 684]
table-cell: 0 8 —: [655, 901, 674, 910]
table-cell: 1: [651, 735, 656, 744]
retail-table: [564, 949, 823, 1036]
table-cell: Geese, each..: [687, 966, 759, 975]
table-cell: 0 — 1: [794, 918, 813, 927]
table-cell: Dunedin, ditto ..: [565, 1113, 612, 1122]
table-cell: 0 — 1: [790, 992, 809, 1001]
table-cell: 875: [628, 683, 640, 692]
table-cell: 11 0: [809, 1069, 822, 1078]
divider: [339, 489, 498, 490]
table-cell: Tea ..: [565, 726, 581, 735]
expected-text: London.—Otaki, Commonwealth, and Huhawiu. Newcastle.—Anne Melhuish, early.: [289, 402, 548, 421]
table-cell: 2 10 — 3 0: [1065, 92, 1098, 101]
table-cell: 0 — 12: [786, 1018, 809, 1027]
table-cell: 10: [814, 692, 822, 701]
table-cell: Lard, lb ..: [700, 892, 770, 901]
table-cell: 5: [818, 892, 822, 901]
column-2: [285, 41, 553, 1717]
table-row: [839, 231, 1099, 240]
table-cell: 9 0 — 5 10: [1065, 74, 1098, 83]
table-row: [839, 83, 1099, 92]
